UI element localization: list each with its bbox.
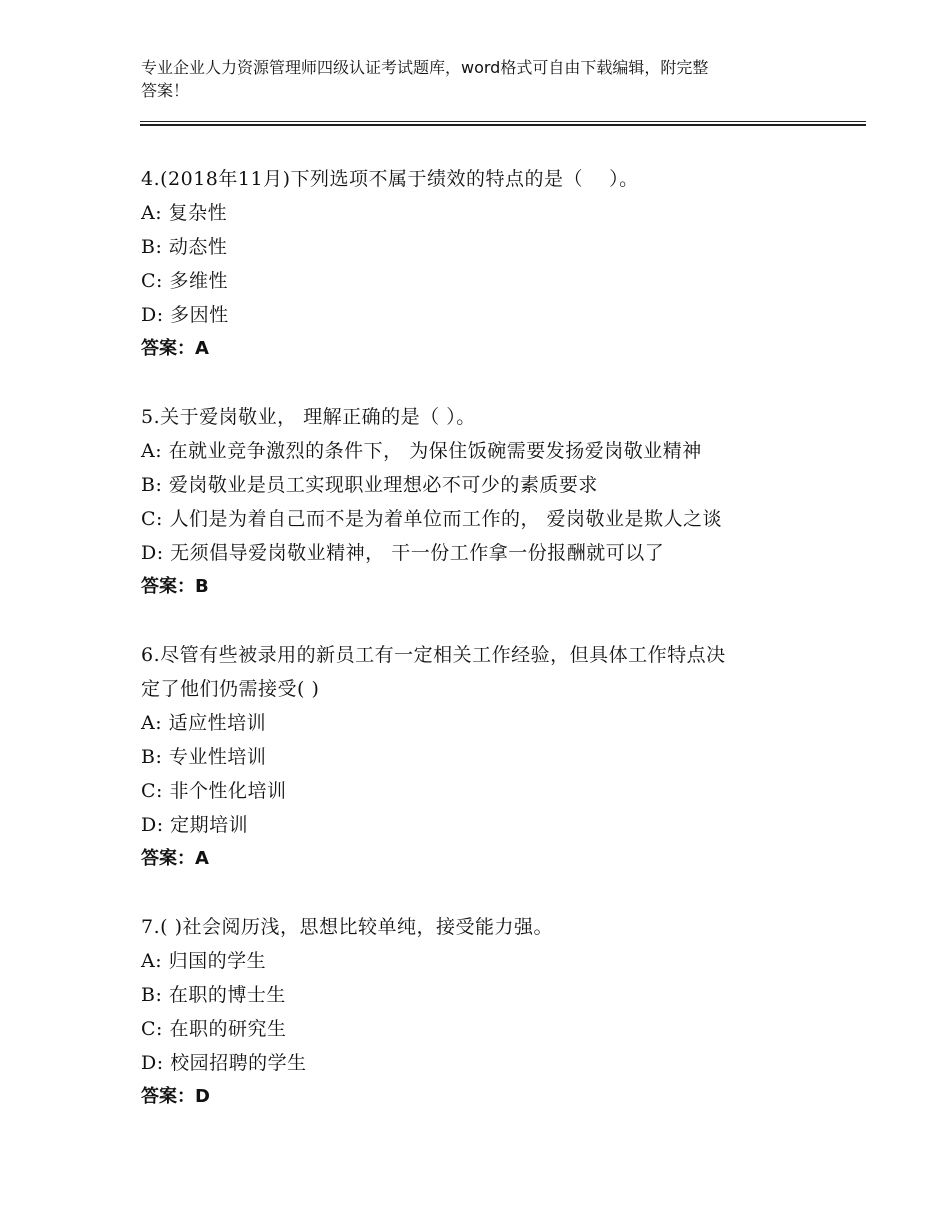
option-b: B: 在职的博士生	[141, 984, 286, 1006]
question-5	[141, 400, 821, 604]
option-d: D: 校园招聘的学生	[141, 1052, 307, 1074]
question-stem: 6.尽管有些被录用的新员工有一定相关工作经验，但具体工作特点决	[141, 644, 726, 666]
option-a: A: 在就业竞争激烈的条件下， 为保住饭碗需要发扬爱岗敬业精神	[141, 440, 702, 462]
option-a: A: 复杂性	[141, 202, 228, 224]
header-line-1: 专业企业人力资源管理师四级认证考试题库，word格式可自由下载编辑，附完整	[141, 58, 709, 77]
option-b: B: 爱岗敬业是员工实现职业理想必不可少的素质要求	[141, 474, 598, 496]
option-c: C: 非个性化培训	[141, 780, 287, 802]
header-divider	[140, 121, 866, 126]
header-line-2: 答案！	[141, 81, 190, 100]
document-header	[141, 56, 806, 102]
option-d: D: 定期培训	[141, 814, 249, 836]
question-stem: 4.(2018年11月)下列选项不属于绩效的特点的是（ ）。	[141, 168, 639, 190]
option-a: A: 归国的学生	[141, 950, 267, 972]
question-4	[141, 162, 821, 366]
option-c: C: 人们是为着自己而不是为着单位而工作的， 爱岗敬业是欺人之谈	[141, 508, 723, 530]
question-stem: 7.( )社会阅历浅，思想比较单纯，接受能力强。	[141, 916, 553, 938]
option-c: C: 在职的研究生	[141, 1018, 287, 1040]
answer-line: 答案：A	[141, 848, 209, 869]
answer-line: 答案：A	[141, 338, 209, 359]
question-stem: 5.关于爱岗敬业， 理解正确的是（ ）。	[141, 406, 476, 428]
question-7	[141, 910, 821, 1114]
answer-line: 答案：B	[141, 576, 209, 597]
option-a: A: 适应性培训	[141, 712, 267, 734]
option-c: C: 多维性	[141, 270, 228, 292]
option-d: D: 多因性	[141, 304, 229, 326]
question-list	[141, 162, 821, 1148]
question-6	[141, 638, 821, 876]
option-b: B: 动态性	[141, 236, 228, 258]
question-stem-continued: 定了他们仍需接受( )	[141, 678, 320, 700]
option-d: D: 无须倡导爱岗敬业精神， 干一份工作拿一份报酬就可以了	[141, 542, 665, 564]
option-b: B: 专业性培训	[141, 746, 267, 768]
answer-line: 答案：D	[141, 1086, 210, 1107]
